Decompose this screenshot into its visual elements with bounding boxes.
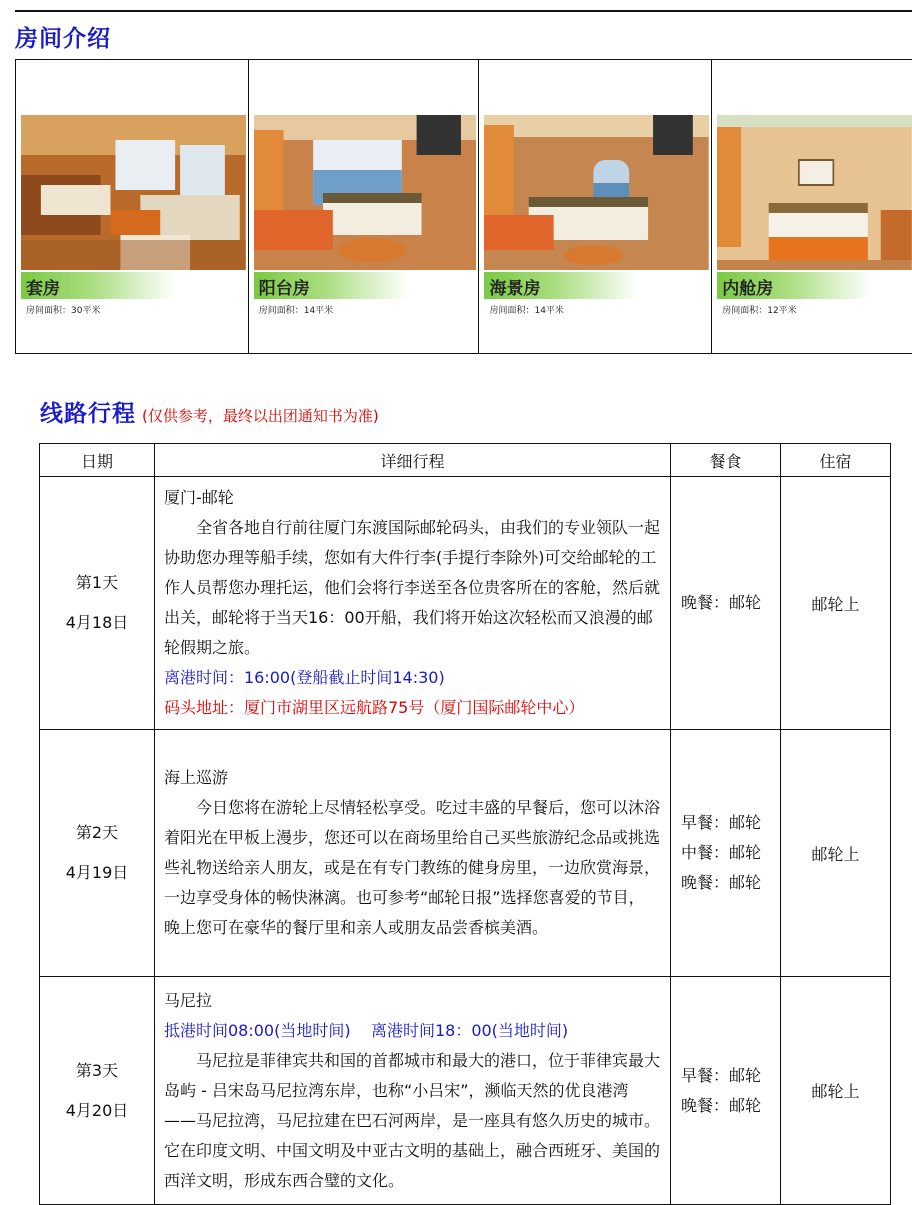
pier-address: 码头地址：厦门市湖里区远航路75号（厦门国际邮轮中心） <box>164 698 585 717</box>
table-row <box>40 977 891 1205</box>
day-date: 4月19日 <box>65 863 129 882</box>
room-photo-interior <box>717 115 912 270</box>
header-stay: 住宿 <box>781 444 891 477</box>
stay-cell: 邮轮上 <box>781 477 891 730</box>
day-description: 马尼拉是菲律宾共和国的首都城市和最大的港口，位于菲律宾最大岛屿 - 吕宋岛马尼拉湾东岸，也称“小吕宋”，濒临天然的优良港湾——马尼拉湾，马尼拉建在巴石河两岸，是一座具有悠久历史的城市。它在印度文明、中国文明及中亚古文明的基础上，融合西班牙、美国的西洋文明，形成东西合璧的文化。 <box>164 1050 661 1190</box>
itinerary-section-title: 线路行程 (仅供参考，最终以出团通知书为准) <box>40 401 379 427</box>
detail-cell <box>155 730 671 977</box>
arrival-time: 抵港时间08:00(当地时间) <box>164 1020 351 1040</box>
room-card-balcony <box>249 60 480 353</box>
table-row <box>40 730 891 977</box>
itinerary-table <box>39 443 891 1205</box>
departure-time: 离港时间18：00(当地时间) <box>370 1020 569 1040</box>
date-cell <box>40 477 155 730</box>
room-area: 房间面积：12平米 <box>722 306 797 316</box>
date-cell <box>40 977 155 1205</box>
itinerary-note: (仅供参考，最终以出团通知书为准) <box>142 407 379 425</box>
day-date: 4月18日 <box>65 613 129 632</box>
header-detail: 详细行程 <box>155 444 671 477</box>
room-name: 内舱房 <box>722 279 774 299</box>
port-times <box>164 1016 660 1046</box>
detail-cell <box>155 477 671 730</box>
meal-item: 晚餐：邮轮 <box>681 593 762 612</box>
room-area: 房间面积：30平米 <box>26 306 101 316</box>
table-header-row <box>40 444 891 477</box>
day-number: 第1天 <box>75 573 119 592</box>
meal-item: 早餐：邮轮 <box>681 1065 762 1085</box>
room-photo-balcony <box>254 115 477 270</box>
day-number: 第2天 <box>75 823 119 842</box>
room-grid <box>15 59 912 354</box>
header-date: 日期 <box>40 444 155 477</box>
room-area: 房间面积：14平米 <box>489 306 564 316</box>
room-name: 海景房 <box>489 279 541 299</box>
departure-time: 离港时间：16:00(登船截止时间14:30) <box>164 668 445 687</box>
room-card-interior <box>712 60 912 353</box>
room-photo-ocean-view <box>484 115 709 270</box>
meal-item: 中餐：邮轮 <box>681 843 762 862</box>
place-name: 厦门-邮轮 <box>164 488 234 507</box>
meal-item: 早餐：邮轮 <box>681 813 762 832</box>
place-name: 马尼拉 <box>164 990 213 1010</box>
meals-cell <box>671 477 781 730</box>
meals-cell <box>671 730 781 977</box>
day-description: 全省各地自行前往厦门东渡国际邮轮码头，由我们的专业领队一起协助您办理等船手续，您如有大件行李(手提行李除外)可交给邮轮的工作人员帮您办理托运，他们会将行李送至各位贵客所在的客舱，然后就出关，邮轮将于当天16：00开船，我们将开始这次轻松而又浪漫的邮轮假期之旅。 <box>164 518 661 657</box>
room-photo-suite <box>21 115 246 270</box>
day-date: 4月20日 <box>65 1100 129 1120</box>
meal-item: 晚餐：邮轮 <box>681 1095 762 1115</box>
room-card-suite <box>16 60 249 353</box>
header-meals: 餐食 <box>671 444 781 477</box>
room-name: 套房 <box>26 279 60 299</box>
stay-cell: 邮轮上 <box>781 977 891 1205</box>
rooms-section-title: 房间介绍 <box>15 26 111 52</box>
room-area: 房间面积：14平米 <box>258 306 334 316</box>
detail-cell <box>155 977 671 1205</box>
room-card-ocean-view <box>479 60 712 353</box>
place-name: 海上巡游 <box>164 768 229 787</box>
stay-cell: 邮轮上 <box>781 730 891 977</box>
top-divider <box>15 10 912 12</box>
date-cell <box>40 730 155 977</box>
meals-cell <box>671 977 781 1205</box>
room-name: 阳台房 <box>258 279 310 299</box>
day-number: 第3天 <box>75 1060 119 1080</box>
day-description: 今日您将在游轮上尽情轻松享受。吃过丰盛的早餐后，您可以沐浴着阳光在甲板上漫步，您还可以在商场里给自己买些旅游纪念品或挑选些礼物送给亲人朋友，或是在有专门教练的健身房里，一边欣赏海景，一边享受身体的畅快淋漓。也可参考“邮轮日报”选择您喜爱的节目，晚上您可在豪华的餐厅里和亲人或朋友品尝香槟美酒。 <box>164 798 661 937</box>
meal-item: 晚餐：邮轮 <box>681 873 762 892</box>
table-row <box>40 477 891 730</box>
